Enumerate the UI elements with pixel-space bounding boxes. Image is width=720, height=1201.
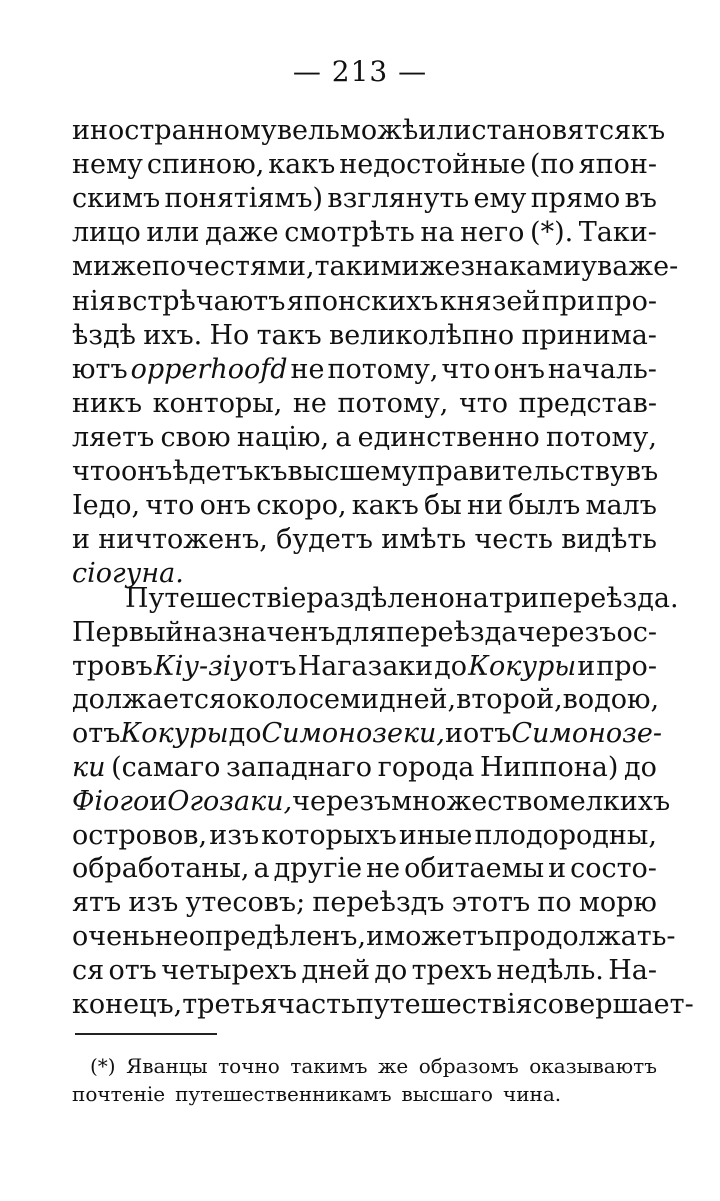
footnote-line xyxy=(90,1054,657,1078)
word: черезъ xyxy=(292,785,392,817)
word: переѣзда. xyxy=(539,583,679,614)
word: великолѣпно xyxy=(329,319,515,351)
word: знаками xyxy=(460,251,582,283)
word: къ xyxy=(253,456,288,487)
word: онъ xyxy=(121,456,173,487)
word: скимъ xyxy=(72,183,161,215)
word: по xyxy=(537,887,572,919)
word: ихъ. xyxy=(143,319,203,351)
word: до xyxy=(434,650,468,682)
word: часть xyxy=(277,988,356,1020)
word: недѣль. xyxy=(496,954,604,986)
word: нацiю, xyxy=(236,421,330,453)
word: ничтоженъ, xyxy=(98,524,268,556)
word: ки xyxy=(72,752,106,783)
word: должается xyxy=(72,684,227,716)
word: водою, xyxy=(562,684,660,716)
word: про- xyxy=(596,650,657,682)
word: а xyxy=(253,853,270,885)
word: ѣздѣ xyxy=(72,319,136,351)
word: и xyxy=(366,921,385,952)
word: до xyxy=(374,954,408,986)
word: совершает- xyxy=(532,988,694,1020)
word: и xyxy=(445,718,464,750)
word: обработаны, xyxy=(72,853,250,885)
word: на xyxy=(454,583,489,614)
word: какъ xyxy=(268,149,336,181)
word: сiогуна. xyxy=(72,558,184,590)
word: ся xyxy=(72,954,105,986)
word: Первый xyxy=(72,616,184,648)
word: единственно xyxy=(357,421,540,453)
word: очень xyxy=(72,921,155,952)
word: и xyxy=(149,785,168,817)
word: Таки- xyxy=(578,217,657,249)
text-line xyxy=(72,421,657,455)
text-line xyxy=(72,216,657,250)
word: началь- xyxy=(547,353,657,385)
word: него xyxy=(460,217,525,249)
word: (*). xyxy=(530,217,574,249)
word: (самаго xyxy=(111,752,221,783)
word: и xyxy=(72,524,90,556)
word: Симонозеки, xyxy=(261,718,446,750)
word: что xyxy=(458,387,508,419)
word: черезъ xyxy=(517,616,617,648)
text-line xyxy=(72,250,679,284)
word: же xyxy=(377,1054,409,1078)
word: онъ xyxy=(493,353,545,385)
word: три xyxy=(488,583,540,614)
word: правительству xyxy=(417,456,626,487)
word: вельможѣ xyxy=(276,115,419,146)
word: путешественникамъ xyxy=(175,1082,392,1106)
word: при xyxy=(541,285,595,317)
word: конторы, xyxy=(152,387,283,419)
word: становятся xyxy=(471,115,632,146)
word: второй, xyxy=(456,684,563,716)
word: не xyxy=(290,353,325,385)
word: будетъ xyxy=(276,524,373,556)
word: и xyxy=(577,650,596,682)
footnote-rule xyxy=(75,1033,217,1035)
word: не xyxy=(366,853,401,885)
text-line xyxy=(72,148,657,182)
text-line xyxy=(72,819,657,853)
word: почтенiе xyxy=(72,1082,166,1106)
word: представ- xyxy=(518,387,657,419)
word: Iедо, xyxy=(72,490,141,522)
text-line xyxy=(72,455,657,489)
word: япон- xyxy=(578,149,657,181)
word: западнаго xyxy=(226,752,373,783)
word: къ xyxy=(631,115,666,146)
word: такъ xyxy=(256,319,322,351)
text-line xyxy=(72,920,676,954)
page-number: — 213 — xyxy=(292,55,428,88)
word: потому, xyxy=(546,421,657,453)
word: утесовъ; xyxy=(185,887,306,919)
word: opperhoofd xyxy=(130,353,288,385)
word: понятiямъ) xyxy=(164,183,324,215)
word: Нагазаки xyxy=(297,650,434,682)
word: что xyxy=(145,490,195,522)
word: около xyxy=(226,684,309,716)
word: уваже- xyxy=(581,251,679,283)
word: изъ xyxy=(209,819,260,851)
word: (*) xyxy=(90,1054,116,1078)
word: города xyxy=(377,752,475,783)
word: раздѣлено xyxy=(306,583,455,614)
word: Огозаки, xyxy=(167,785,293,817)
text-line xyxy=(72,353,657,387)
word: тровъ xyxy=(72,650,153,682)
word: или xyxy=(418,115,472,146)
text-line xyxy=(72,387,657,421)
word: ос- xyxy=(616,616,657,648)
word: нему xyxy=(72,149,143,181)
word: свою xyxy=(160,421,231,453)
word: другiе xyxy=(273,853,363,885)
word: которыхъ xyxy=(261,819,397,851)
text-line xyxy=(72,751,657,785)
word: малъ xyxy=(585,490,657,522)
word: смотрѣть xyxy=(284,217,415,249)
word: прямо xyxy=(530,183,621,215)
word: можетъ xyxy=(384,921,495,952)
word: такимъ xyxy=(290,1054,368,1078)
text-line xyxy=(72,988,694,1022)
word: отъ xyxy=(72,718,121,750)
word: князей xyxy=(439,285,541,317)
word: въ xyxy=(625,456,659,487)
text-line xyxy=(125,582,679,616)
word: скоро, xyxy=(256,490,347,522)
word: такими xyxy=(314,251,420,283)
word: путешествiя xyxy=(355,988,533,1020)
word: никъ xyxy=(72,387,143,419)
word: онъ xyxy=(199,490,251,522)
word: принима- xyxy=(521,319,657,351)
word: точно xyxy=(218,1054,280,1078)
word: образомъ xyxy=(418,1054,519,1078)
word: взглянуть xyxy=(327,183,470,215)
word: былъ xyxy=(508,490,581,522)
word: ѣдетъ xyxy=(172,456,254,487)
text-line xyxy=(72,489,657,523)
word: нiя xyxy=(72,285,116,317)
word: Кiу-зiу xyxy=(153,650,248,682)
text-line xyxy=(72,285,657,319)
word: ми xyxy=(72,251,111,283)
word: же xyxy=(419,251,461,283)
word: мелкихъ xyxy=(548,785,671,817)
word: отъ xyxy=(108,954,157,986)
text-line xyxy=(72,182,657,216)
text-line xyxy=(72,954,657,988)
word: плодородны, xyxy=(474,819,657,851)
text-line xyxy=(72,852,657,886)
word: же xyxy=(111,251,152,283)
word: Но xyxy=(209,319,250,351)
word: ляетъ xyxy=(72,421,155,453)
word: третья xyxy=(182,988,278,1020)
word: для xyxy=(335,616,387,648)
word: ютъ xyxy=(72,353,128,385)
word: Симонозе- xyxy=(511,718,662,750)
text-line xyxy=(72,886,657,920)
word: ни xyxy=(466,490,503,522)
word: высшему xyxy=(287,456,418,487)
word: переѣздъ xyxy=(312,887,445,919)
word: не xyxy=(292,387,327,419)
word: чина. xyxy=(502,1082,562,1106)
word: семи xyxy=(308,684,379,716)
word: потому, xyxy=(327,353,439,385)
word: до xyxy=(624,752,657,783)
word: Путешествiе xyxy=(125,583,307,614)
word: На- xyxy=(608,954,657,986)
word: иностранному xyxy=(72,115,277,146)
word: на xyxy=(420,217,455,249)
word: назначенъ xyxy=(183,616,336,648)
word: ему xyxy=(473,183,527,215)
word: изъ xyxy=(128,887,179,919)
word: отъ xyxy=(463,718,512,750)
word: отъ xyxy=(248,650,297,682)
word: неопредѣленъ, xyxy=(154,921,367,952)
text-line xyxy=(72,717,662,751)
word: Кокуры xyxy=(120,718,229,750)
word: переѣзда xyxy=(386,616,518,648)
word: бы xyxy=(424,490,462,522)
word: конецъ, xyxy=(72,988,183,1020)
word: обитаемы xyxy=(404,853,545,885)
word: спиною, xyxy=(146,149,265,181)
word: четырехъ xyxy=(161,954,298,986)
word: морю xyxy=(578,887,657,919)
word: потому, xyxy=(337,387,449,419)
word: оказываютъ xyxy=(529,1054,657,1078)
word: (по xyxy=(529,149,575,181)
word: какъ xyxy=(351,490,419,522)
text-line xyxy=(72,319,657,353)
word: видѣть xyxy=(561,524,657,556)
word: недостойные xyxy=(339,149,526,181)
word: про- xyxy=(596,285,657,317)
word: дней xyxy=(301,954,371,986)
word: иные xyxy=(398,819,473,851)
word: трехъ xyxy=(411,954,493,986)
word: японскихъ xyxy=(286,285,439,317)
text-line xyxy=(72,683,660,717)
text-line xyxy=(72,785,671,819)
word: Кокуры xyxy=(468,650,577,682)
text-line xyxy=(72,523,657,557)
word: состо- xyxy=(570,853,657,885)
word: лицо xyxy=(72,217,141,249)
word: встрѣчаютъ xyxy=(117,285,286,317)
word: что xyxy=(441,353,491,385)
word: почестями, xyxy=(151,251,315,283)
word: а xyxy=(335,421,352,453)
word: или xyxy=(146,217,200,249)
text-line xyxy=(72,650,657,684)
footnote-line xyxy=(72,1082,657,1106)
word: честь xyxy=(474,524,553,556)
word: Ниппона) xyxy=(480,752,619,783)
word: даже xyxy=(205,217,279,249)
word: высшаго xyxy=(401,1082,493,1106)
text-line xyxy=(72,114,666,148)
word: Яванцы xyxy=(126,1054,208,1078)
word: ятъ xyxy=(72,887,122,919)
word: Фiого xyxy=(72,785,150,817)
word: множество xyxy=(391,785,549,817)
word: и xyxy=(548,853,567,885)
word: островов, xyxy=(72,819,208,851)
word: этотъ xyxy=(451,887,531,919)
word: до xyxy=(228,718,262,750)
word: что xyxy=(72,456,122,487)
word: въ xyxy=(624,183,657,215)
word: продолжать- xyxy=(494,921,676,952)
word: имѣть xyxy=(381,524,467,556)
word: дней, xyxy=(378,684,457,716)
text-line xyxy=(72,616,657,650)
